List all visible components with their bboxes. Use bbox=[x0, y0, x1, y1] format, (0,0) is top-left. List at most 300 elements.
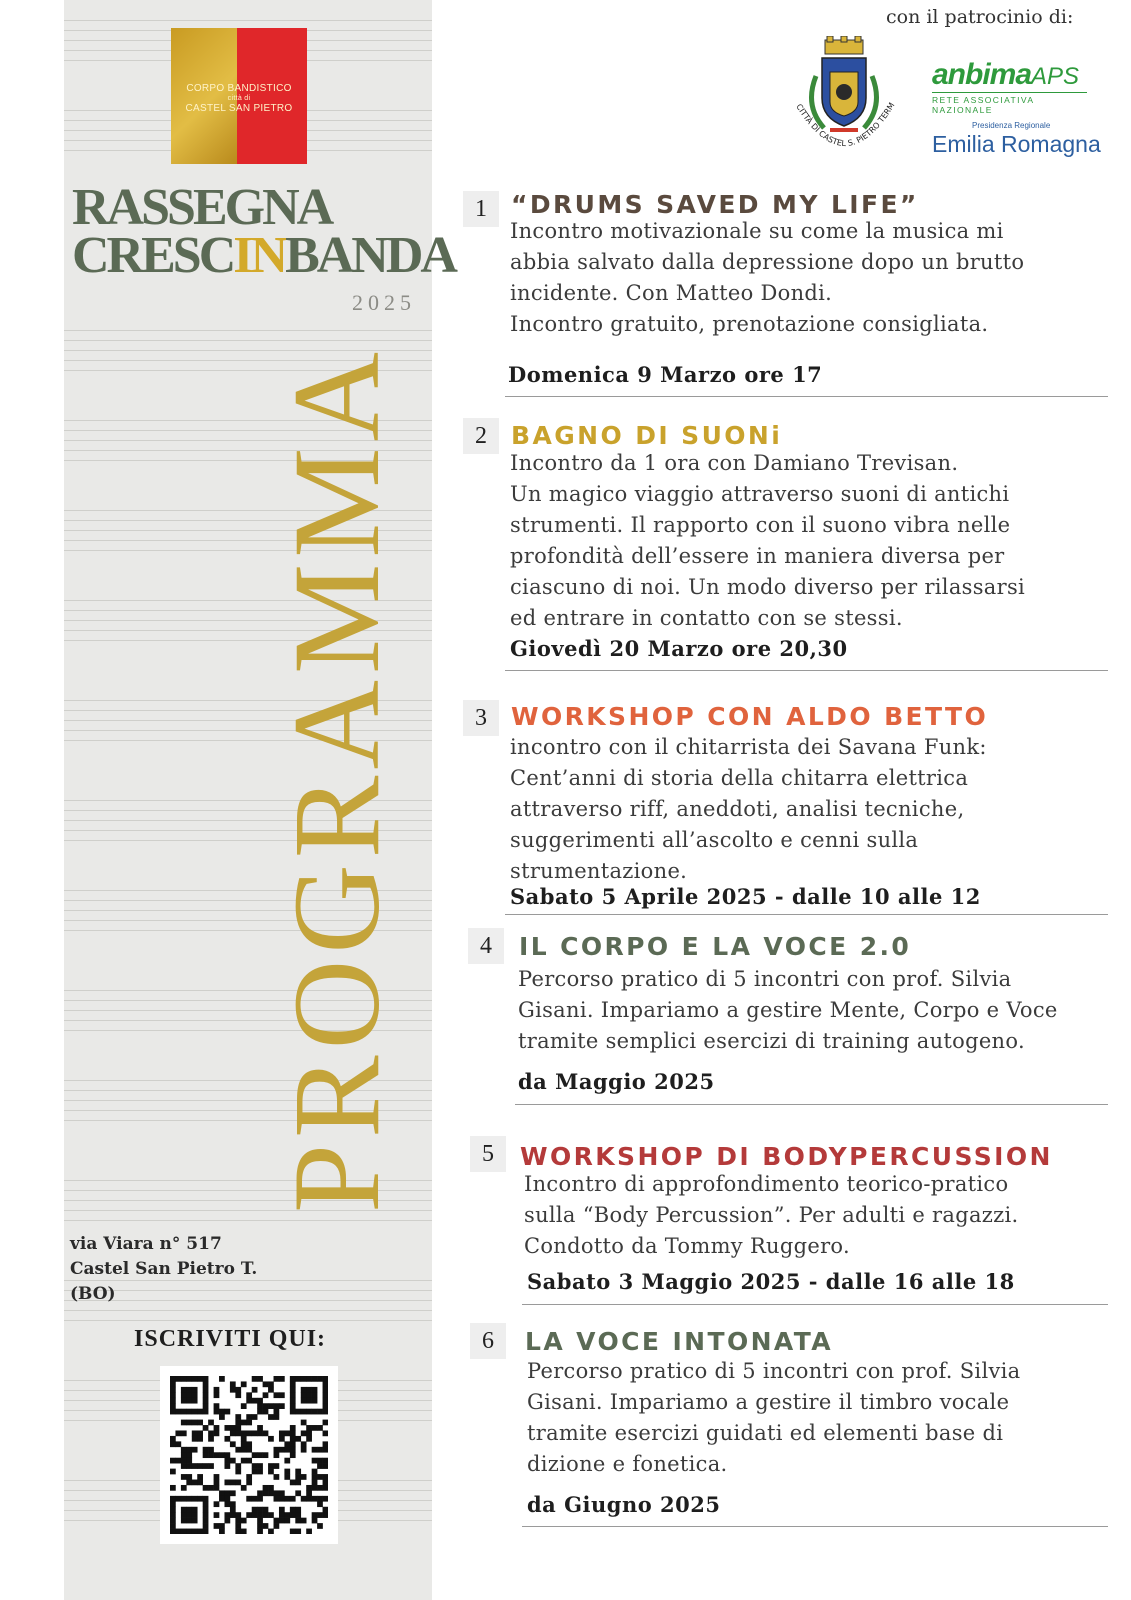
qr-module bbox=[274, 1392, 280, 1398]
qr-module bbox=[192, 1387, 198, 1393]
qr-module bbox=[252, 1463, 258, 1469]
qr-module bbox=[192, 1376, 198, 1382]
qr-module bbox=[257, 1452, 263, 1458]
qr-module bbox=[323, 1485, 328, 1491]
event-4-divider bbox=[515, 1104, 1108, 1105]
qr-module bbox=[323, 1430, 328, 1436]
qr-module bbox=[284, 1512, 290, 1518]
qr-module bbox=[208, 1430, 214, 1436]
qr-module bbox=[274, 1409, 280, 1415]
qr-module bbox=[301, 1376, 307, 1382]
qr-module bbox=[290, 1436, 296, 1442]
qr-module bbox=[312, 1376, 318, 1382]
qr-module bbox=[323, 1403, 328, 1409]
qr-module bbox=[246, 1458, 252, 1464]
qr-module bbox=[203, 1392, 209, 1398]
qr-module bbox=[317, 1458, 323, 1464]
qr-module bbox=[214, 1452, 220, 1458]
qr-module bbox=[203, 1409, 209, 1415]
qr-module bbox=[301, 1420, 307, 1426]
qr-module bbox=[263, 1403, 269, 1409]
qr-module bbox=[301, 1441, 307, 1447]
qr-module bbox=[246, 1474, 252, 1480]
qr-module bbox=[284, 1496, 290, 1502]
qr-module bbox=[203, 1523, 209, 1529]
qr-module bbox=[203, 1529, 209, 1534]
qr-module bbox=[170, 1387, 176, 1393]
logo-text bbox=[171, 83, 307, 115]
qr-module bbox=[290, 1447, 296, 1453]
qr-module bbox=[203, 1447, 209, 1453]
qr-module bbox=[224, 1458, 230, 1464]
anbima-logo bbox=[932, 58, 1101, 158]
qr-module bbox=[197, 1436, 203, 1442]
logo-line-3: CASTEL SAN PIETRO bbox=[185, 103, 293, 114]
qr-module bbox=[235, 1512, 241, 1518]
qr-module bbox=[295, 1518, 301, 1524]
qr-module bbox=[197, 1496, 203, 1502]
qr-module bbox=[181, 1447, 187, 1453]
logo-line-1: CORPO BANDISTICO bbox=[186, 83, 292, 94]
qr-module bbox=[170, 1523, 176, 1529]
qr-module bbox=[175, 1430, 181, 1436]
qr-module bbox=[290, 1381, 296, 1387]
qr-module bbox=[290, 1507, 296, 1513]
qr-module bbox=[312, 1398, 318, 1404]
qr-module bbox=[274, 1403, 280, 1409]
qr-module bbox=[323, 1420, 328, 1426]
qr-module bbox=[312, 1425, 318, 1431]
qr-module bbox=[235, 1430, 241, 1436]
title-line-1: RASSEGNA bbox=[72, 179, 332, 236]
qr-module bbox=[274, 1496, 280, 1502]
qr-module bbox=[317, 1523, 323, 1529]
qr-module bbox=[317, 1463, 323, 1469]
qr-module bbox=[317, 1512, 323, 1518]
event-4-date: da Maggio 2025 bbox=[518, 1069, 715, 1094]
qr-module bbox=[219, 1490, 225, 1496]
qr-module bbox=[181, 1463, 187, 1469]
qr-module bbox=[252, 1387, 258, 1393]
qr-module bbox=[306, 1436, 312, 1442]
qr-module bbox=[295, 1436, 301, 1442]
qr-module bbox=[235, 1463, 241, 1469]
qr-module bbox=[214, 1485, 220, 1491]
qr-module bbox=[192, 1496, 198, 1502]
qr-module bbox=[181, 1409, 187, 1415]
qr-module bbox=[290, 1398, 296, 1404]
qr-module bbox=[323, 1512, 328, 1518]
qr-module bbox=[186, 1420, 192, 1426]
qr-module bbox=[268, 1436, 274, 1442]
qr-module bbox=[268, 1403, 274, 1409]
event-2-number: 2 bbox=[463, 418, 499, 454]
event-5-description: Incontro di approfondimento teorico-pratico sulla “Body Percussion”. Per adulti e ragazzi. Condotto da Tommy Ruggero. bbox=[524, 1172, 1019, 1258]
qr-module bbox=[306, 1425, 312, 1431]
qr-module bbox=[186, 1447, 192, 1453]
qr-module bbox=[312, 1447, 318, 1453]
qr-module bbox=[263, 1409, 269, 1415]
qr-module bbox=[284, 1474, 290, 1480]
qr-module bbox=[246, 1447, 252, 1453]
qr-module bbox=[306, 1490, 312, 1496]
qr-module bbox=[257, 1376, 263, 1382]
qr-module bbox=[208, 1420, 214, 1426]
event-3-title: WORKSHOP CON ALDO BETTO bbox=[511, 702, 989, 731]
qr-module bbox=[312, 1480, 318, 1486]
qr-module bbox=[230, 1480, 236, 1486]
qr-module bbox=[214, 1474, 220, 1480]
qr-module bbox=[257, 1430, 263, 1436]
qr-module bbox=[279, 1507, 285, 1513]
qr-module bbox=[181, 1430, 187, 1436]
qr-module bbox=[279, 1512, 285, 1518]
qr-module bbox=[246, 1480, 252, 1486]
event-6-divider bbox=[522, 1526, 1108, 1527]
qr-module bbox=[312, 1518, 318, 1524]
qr-module bbox=[203, 1512, 209, 1518]
event-1-description: Incontro motivazionale su come la musica mi abbia salvato dalla depressione dopo un brutto incidente. Con Matteo Dondi. Incontro gratuito, prenotazione consigliata. bbox=[510, 219, 1025, 336]
qr-module bbox=[192, 1392, 198, 1398]
qr-module bbox=[170, 1381, 176, 1387]
qr-module bbox=[268, 1469, 274, 1475]
qr-module bbox=[219, 1496, 225, 1502]
address-line-1: via Viara n° 517 bbox=[70, 1234, 222, 1254]
qr-module bbox=[312, 1496, 318, 1502]
qr-module bbox=[186, 1480, 192, 1486]
qr-module bbox=[241, 1458, 247, 1464]
qr-module bbox=[219, 1452, 225, 1458]
qr-module bbox=[290, 1392, 296, 1398]
qr-module bbox=[295, 1474, 301, 1480]
qr-module bbox=[246, 1441, 252, 1447]
qr-module bbox=[263, 1392, 269, 1398]
qr-module bbox=[257, 1409, 263, 1415]
qr-module bbox=[192, 1430, 198, 1436]
qr-module bbox=[279, 1447, 285, 1453]
qr-module bbox=[284, 1458, 290, 1464]
qr-module bbox=[186, 1458, 192, 1464]
event-5-divider bbox=[522, 1304, 1108, 1305]
qr-module bbox=[317, 1447, 323, 1453]
qr-module bbox=[203, 1501, 209, 1507]
qr-module bbox=[214, 1409, 220, 1415]
qr-module bbox=[295, 1507, 301, 1513]
qr-module bbox=[181, 1485, 187, 1491]
qr-module bbox=[186, 1518, 192, 1524]
qr-module bbox=[208, 1447, 214, 1453]
qr-module bbox=[186, 1529, 192, 1534]
qr-module bbox=[306, 1409, 312, 1415]
qr-module bbox=[181, 1398, 187, 1404]
qr-module bbox=[312, 1392, 318, 1398]
qr-module bbox=[186, 1392, 192, 1398]
qr-module bbox=[306, 1398, 312, 1404]
qr-module bbox=[192, 1507, 198, 1513]
qr-module bbox=[170, 1518, 176, 1524]
qr-module bbox=[323, 1496, 328, 1502]
qr-module bbox=[241, 1436, 247, 1442]
event-3-description: incontro con il chitarrista dei Savana Funk: Cent’anni di storia della chitarra elettrica attraverso riff, aneddoti, analisi tecniche, suggerimenti all’ascolto e cenni sulla strumentazione. bbox=[510, 735, 987, 883]
qr-module bbox=[284, 1518, 290, 1524]
qr-module bbox=[224, 1425, 230, 1431]
qr-module bbox=[323, 1447, 328, 1453]
qr-module bbox=[203, 1376, 209, 1382]
event-5-number: 5 bbox=[470, 1136, 506, 1172]
qr-module bbox=[235, 1447, 241, 1453]
address bbox=[70, 1232, 257, 1307]
qr-module bbox=[208, 1463, 214, 1469]
qr-module bbox=[252, 1398, 258, 1404]
qr-module bbox=[175, 1458, 181, 1464]
qr-module bbox=[208, 1436, 214, 1442]
qr-module bbox=[170, 1398, 176, 1404]
qr-module bbox=[301, 1430, 307, 1436]
qr-module bbox=[323, 1474, 328, 1480]
qr-module bbox=[323, 1480, 328, 1486]
qr-module bbox=[246, 1496, 252, 1502]
qr-module bbox=[203, 1387, 209, 1393]
anbima-rete: RETE ASSOCIATIVA NAZIONALE bbox=[932, 92, 1087, 115]
qr-module bbox=[230, 1501, 236, 1507]
qr-module bbox=[268, 1529, 274, 1534]
qr-module bbox=[290, 1425, 296, 1431]
qr-module bbox=[181, 1420, 187, 1426]
qr-module bbox=[186, 1463, 192, 1469]
anbima-brand: anbima bbox=[932, 58, 1032, 91]
qr-module bbox=[203, 1398, 209, 1404]
qr-module bbox=[170, 1507, 176, 1513]
qr-module bbox=[312, 1387, 318, 1393]
qr-module bbox=[257, 1512, 263, 1518]
qr-module bbox=[279, 1436, 285, 1442]
event-1-number: 1 bbox=[463, 191, 499, 227]
qr-module bbox=[279, 1392, 285, 1398]
qr-module bbox=[197, 1420, 203, 1426]
qr-module bbox=[290, 1403, 296, 1409]
qr-module bbox=[323, 1381, 328, 1387]
qr-module bbox=[186, 1512, 192, 1518]
qr-module bbox=[192, 1512, 198, 1518]
qr-module bbox=[274, 1414, 280, 1420]
qr-module bbox=[235, 1529, 241, 1534]
qr-module bbox=[186, 1496, 192, 1502]
qr-module bbox=[257, 1529, 263, 1534]
qr-module bbox=[186, 1376, 192, 1382]
anbima-region: Emilia Romagna bbox=[932, 131, 1101, 157]
qr-module bbox=[312, 1512, 318, 1518]
qr-module bbox=[295, 1490, 301, 1496]
qr-module bbox=[274, 1376, 280, 1382]
qr-module bbox=[181, 1392, 187, 1398]
qr-module bbox=[295, 1529, 301, 1534]
event-6-description: Percorso pratico di 5 incontri con prof. Silvia Gisani. Impariamo a gestire il timbro vocale tramite esercizi guidati ed elementi base di dizione e fonetica. bbox=[527, 1359, 1021, 1476]
title-part-highlight: IN bbox=[233, 227, 286, 284]
qr-module bbox=[230, 1507, 236, 1513]
title-part-c: BANDA bbox=[285, 227, 455, 284]
qr-module bbox=[246, 1430, 252, 1436]
event-3-date: Sabato 5 Aprile 2025 - dalle 10 alle 12 bbox=[510, 884, 981, 909]
qr-module bbox=[252, 1452, 258, 1458]
qr-module bbox=[170, 1501, 176, 1507]
qr-module bbox=[192, 1529, 198, 1534]
qr-module bbox=[175, 1441, 181, 1447]
qr-module bbox=[268, 1490, 274, 1496]
event-1-date: Domenica 9 Marzo ore 17 bbox=[508, 362, 823, 387]
event-2-title: BAGNO DI SUONi bbox=[511, 421, 783, 450]
qr-module bbox=[306, 1529, 312, 1534]
qr-module bbox=[295, 1376, 301, 1382]
qr-module bbox=[224, 1463, 230, 1469]
anbima-aps: APS bbox=[1031, 63, 1080, 90]
qr-module bbox=[214, 1512, 220, 1518]
qr-module bbox=[290, 1512, 296, 1518]
qr-module bbox=[246, 1414, 252, 1420]
qr-module bbox=[230, 1458, 236, 1464]
qr-module bbox=[214, 1523, 220, 1529]
qr-module bbox=[192, 1409, 198, 1415]
qr-module bbox=[214, 1480, 220, 1486]
qr-module bbox=[279, 1376, 285, 1382]
qr-module bbox=[301, 1398, 307, 1404]
qr-module bbox=[208, 1452, 214, 1458]
qr-module bbox=[175, 1409, 181, 1415]
qr-module bbox=[170, 1441, 176, 1447]
qr-module bbox=[224, 1480, 230, 1486]
qr-module bbox=[274, 1490, 280, 1496]
qr-module bbox=[170, 1376, 176, 1382]
address-line-2: Castel San Pietro T. bbox=[70, 1259, 258, 1279]
qr-module bbox=[279, 1496, 285, 1502]
qr-module bbox=[230, 1430, 236, 1436]
qr-module bbox=[317, 1496, 323, 1502]
event-3-number: 3 bbox=[463, 700, 499, 736]
qr-module bbox=[295, 1480, 301, 1486]
qr-module bbox=[257, 1469, 263, 1475]
qr-module bbox=[306, 1430, 312, 1436]
qr-module bbox=[181, 1518, 187, 1524]
qr-module bbox=[263, 1512, 269, 1518]
qr-module bbox=[257, 1425, 263, 1431]
event-1-title: “DRUMS SAVED MY LIFE” bbox=[511, 190, 919, 219]
qr-module bbox=[317, 1474, 323, 1480]
qr-module bbox=[241, 1529, 247, 1534]
qr-module bbox=[284, 1447, 290, 1453]
qr-module bbox=[224, 1490, 230, 1496]
qr-module bbox=[241, 1447, 247, 1453]
crest-text bbox=[790, 36, 900, 166]
qr-module bbox=[323, 1387, 328, 1393]
qr-module bbox=[170, 1469, 176, 1475]
qr-module bbox=[306, 1376, 312, 1382]
qr-module bbox=[317, 1485, 323, 1491]
qr-module bbox=[290, 1409, 296, 1415]
qr-module bbox=[263, 1523, 269, 1529]
qr-module bbox=[257, 1523, 263, 1529]
qr-module bbox=[203, 1463, 209, 1469]
qr-module bbox=[181, 1529, 187, 1534]
qr-module bbox=[181, 1496, 187, 1502]
qr-module bbox=[203, 1403, 209, 1409]
qr-module bbox=[274, 1452, 280, 1458]
qr-module bbox=[181, 1376, 187, 1382]
qr-module bbox=[224, 1496, 230, 1502]
patronage-label: con il patrocinio di: bbox=[886, 6, 1074, 28]
qr-module bbox=[241, 1403, 247, 1409]
qr-module bbox=[241, 1441, 247, 1447]
qr-module bbox=[192, 1463, 198, 1469]
qr-module bbox=[230, 1381, 236, 1387]
qr-module bbox=[312, 1469, 318, 1475]
qr-module bbox=[235, 1523, 241, 1529]
qr-module bbox=[192, 1447, 198, 1453]
qr-module bbox=[252, 1469, 258, 1475]
qr-module bbox=[170, 1392, 176, 1398]
qr-module bbox=[241, 1518, 247, 1524]
qr-module bbox=[170, 1512, 176, 1518]
qr-module bbox=[192, 1518, 198, 1524]
qr-module bbox=[197, 1474, 203, 1480]
qr-module bbox=[252, 1496, 258, 1502]
qr-module bbox=[186, 1409, 192, 1415]
qr-module bbox=[214, 1403, 220, 1409]
title-line-2 bbox=[72, 227, 455, 284]
qr-module bbox=[284, 1430, 290, 1436]
qr-module bbox=[263, 1452, 269, 1458]
qr-module bbox=[235, 1414, 241, 1420]
qr-module bbox=[301, 1496, 307, 1502]
qr-module bbox=[175, 1529, 181, 1534]
qr-module bbox=[290, 1480, 296, 1486]
qr-module bbox=[317, 1425, 323, 1431]
event-6-number: 6 bbox=[470, 1323, 506, 1359]
qr-module bbox=[268, 1414, 274, 1420]
qr-module bbox=[235, 1518, 241, 1524]
event-5-date: Sabato 3 Maggio 2025 - dalle 16 alle 18 bbox=[527, 1269, 1015, 1294]
qr-module bbox=[241, 1485, 247, 1491]
qr-module bbox=[197, 1376, 203, 1382]
qr-module bbox=[252, 1376, 258, 1382]
qr-module bbox=[230, 1425, 236, 1431]
event-6-date: da Giugno 2025 bbox=[527, 1492, 721, 1517]
qr-module bbox=[203, 1452, 209, 1458]
qr-module bbox=[323, 1376, 328, 1382]
qr-module bbox=[246, 1512, 252, 1518]
event-4-title: IL CORPO E LA VOCE 2.0 bbox=[519, 932, 912, 961]
qr-module bbox=[246, 1398, 252, 1404]
qr-module bbox=[203, 1425, 209, 1431]
qr-module bbox=[274, 1518, 280, 1524]
qr-module bbox=[257, 1507, 263, 1513]
qr-module bbox=[252, 1414, 258, 1420]
qr-module bbox=[203, 1496, 209, 1502]
qr-module bbox=[263, 1381, 269, 1387]
qr-module bbox=[219, 1529, 225, 1534]
qr-module bbox=[230, 1512, 236, 1518]
qr-module bbox=[263, 1430, 269, 1436]
qr-module bbox=[235, 1387, 241, 1393]
qr-module bbox=[252, 1507, 258, 1513]
qr-code[interactable] bbox=[160, 1366, 338, 1544]
qr-module bbox=[312, 1458, 318, 1464]
qr-module bbox=[252, 1512, 258, 1518]
qr-module bbox=[186, 1507, 192, 1513]
qr-module bbox=[241, 1381, 247, 1387]
qr-module bbox=[301, 1447, 307, 1453]
qr-module bbox=[214, 1425, 220, 1431]
event-2-date: Giovedì 20 Marzo ore 20,30 bbox=[510, 636, 848, 661]
qr-module bbox=[323, 1398, 328, 1404]
